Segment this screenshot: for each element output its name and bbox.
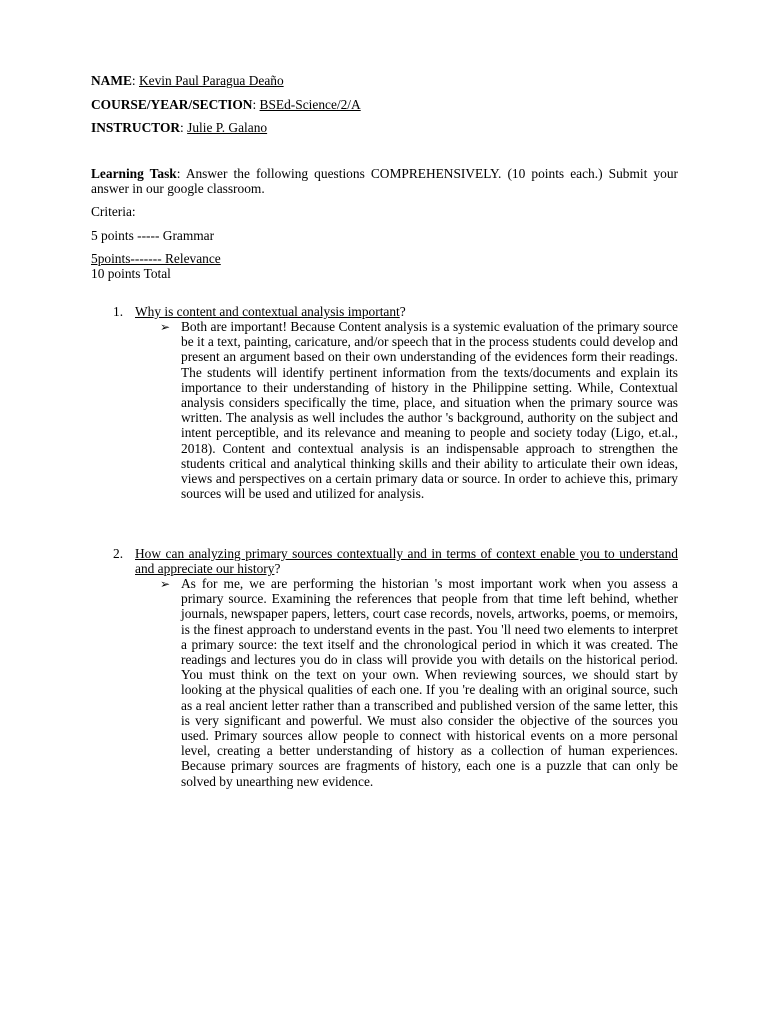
question-2-number: 2. <box>113 546 124 561</box>
criteria-total: 10 points Total <box>91 266 171 281</box>
name-label: NAME <box>91 73 132 88</box>
criteria-relevance: 5points------- Relevance <box>91 251 221 266</box>
answer-2: As for me, we are performing the historian 's most important work when you assess a primary source. Examining the references that people from that time left behind, whether journals, newspaper papers, letters, court case records, novels, artworks, poems, or memoirs, is the finest approach to understand events in the past. You 'll need two elements to interpret a primary source: the text itself and the chronological period in which it was created. The readings and lectures you do in class will provide you with details on the historical period. You must think on the text on your own. When reviewing sources, we should start by looking at the physical qualities of each one. If you 're dealing with an original source, such as a real ancient letter rather than a transcribed and published version of the same letter, this is very significant and powerful. We must also consider the objective of the sources you used. Primary sources allow people to connect with historical events on a more personal level, creating a better understanding of history as a collection of human experiences. Because primary sources are fragments of history, each one is a puzzle that can only be solved by unearthing new evidence. <box>181 576 678 789</box>
course-value: BSEd-Science/2/A <box>259 97 361 112</box>
task-text: : Answer the following questions COMPREHENSIVELY. (10 points each.) Submit your answer in our google classroom. <box>91 166 678 197</box>
name-line: NAME: Kevin Paul Paragua Deaño <box>91 73 284 88</box>
course-label: COURSE/YEAR/SECTION <box>91 97 253 112</box>
question-2-text: How can analyzing primary sources contextually and in terms of context enable you to understand and appreciate our history? <box>135 546 678 577</box>
arrow-bullet-icon: ➢ <box>160 577 171 591</box>
question-1-text: Why is content and contextual analysis important? <box>135 304 406 319</box>
name-value: Kevin Paul Paragua Deaño <box>139 73 284 88</box>
arrow-bullet-icon: ➢ <box>160 320 171 334</box>
course-line: COURSE/YEAR/SECTION: BSEd-Science/2/A <box>91 97 361 112</box>
instructor-label: INSTRUCTOR <box>91 120 181 135</box>
instructor-value: Julie P. Galano <box>187 120 268 135</box>
task-label: Learning Task <box>91 166 177 181</box>
answer-1: Both are important! Because Content analysis is a systemic evaluation of the primary source be it a text, painting, caricature, and/or speech that in the process students could develop and present an argument based on their own understanding of the evidences form their readings. The students will identify pertinent information from the texts/documents and explain its importance to their understanding of history in the Philippine setting. While, Contextual analysis considers specifically the time, place, and situation when the primary source was written. The analysis as well includes the author 's background, authority on the subject and intent perceptible, and its relevance and meaning to people and society today (Ligo, et.al., 2018). Content and contextual analysis is an indispensable approach to strengthen the students critical and analytical thinking skills and their ability to articulate their own ideas, views and perspectives on a certain primary data or source. In order to achieve this, primary sources will be used and utilized for analysis. <box>181 319 678 502</box>
learning-task <box>91 166 678 196</box>
question-1-number: 1. <box>113 304 124 319</box>
instructor-line: INSTRUCTOR: Julie P. Galano <box>91 120 268 135</box>
criteria-heading: Criteria: <box>91 204 136 219</box>
criteria-grammar: 5 points ----- Grammar <box>91 228 215 243</box>
